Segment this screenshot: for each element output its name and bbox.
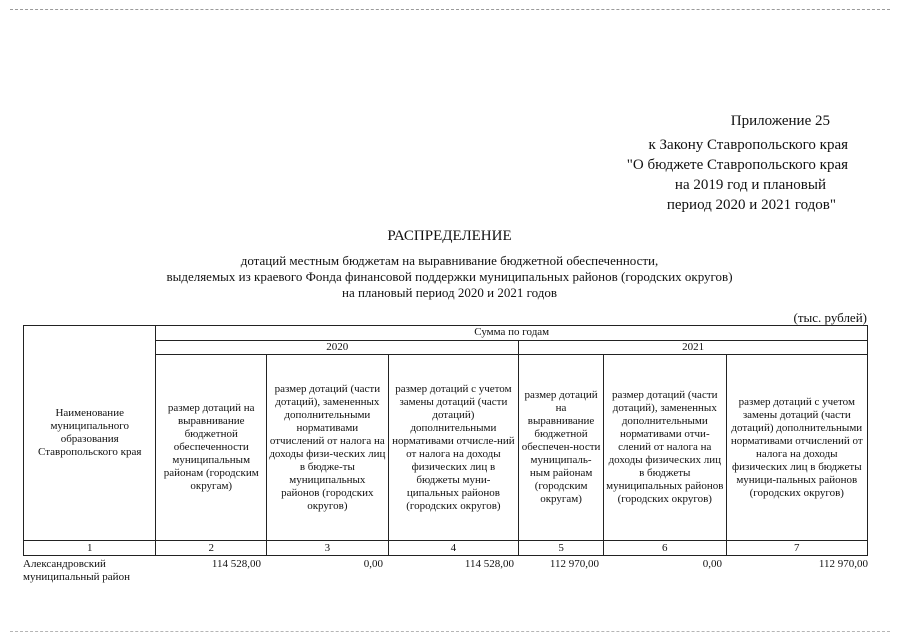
distribution-table [23,325,868,556]
column-number: 1 [24,541,156,556]
column-number: 5 [519,541,604,556]
row-value-col-7: 112 970,00 [818,558,868,570]
header-col-3: размер дотаций (части дотаций), замененных дополнительными нормативами отчислений от налога на доходы физи-ческих лиц в бюдже-ты муниципальных районов (городских округов) [267,355,389,541]
subtitle-line: выделяемых из краевого Фонда финансовой поддержки муниципальных районов (городских округов) [166,269,733,284]
header-col-4: размер дотаций с учетом замены дотаций (части дотаций) дополнительными нормативами отчисле-ний от налога на доходы физических лиц в бюджеты муни-ципальных районов (городских округов) [388,355,519,541]
annex-line: на 2019 год и плановый [674,177,826,193]
column-number: 2 [156,541,267,556]
scan-top-edge [10,9,890,10]
annex-line: "О бюджете Ставропольского края [626,157,848,173]
header-year-2021: 2021 [519,340,868,355]
row-value-col-2: 114 528,00 [211,558,261,570]
row-value-col-6: 0,00 [702,558,722,570]
document-subtitle [0,253,899,301]
header-col-7: размер дотаций с учетом замены дотаций (части дотаций) дополнительными нормативами отчислений от налога на доходы физических лиц в бюджеты муници-пальных районов (городских округов) [726,355,867,541]
header-municipality: Наименование муниципального образования Ставропольского края [24,326,156,541]
annex-title: Приложение 25 [730,113,830,129]
column-number: 6 [603,541,726,556]
annex-reference [560,135,860,215]
header-year-2020: 2020 [156,340,519,355]
annex-line: период 2020 и 2021 годов" [666,197,836,213]
column-number: 4 [388,541,519,556]
scan-bottom-edge [10,631,890,632]
units-label: (тыс. рублей) [793,310,867,325]
header-col-2: размер дотаций на выравнивание бюджетной обеспеченности муниципальным районам (городским округам) [156,355,267,541]
row-value-col-3: 0,00 [363,558,383,570]
document-title: РАСПРЕДЕЛЕНИЕ [387,228,512,244]
row-value-col-4: 114 528,00 [464,558,514,570]
column-number: 7 [726,541,867,556]
subtitle-line: на плановый период 2020 и 2021 годов [342,285,557,300]
row-value-col-5: 112 970,00 [549,558,599,570]
row-municipality-name: Александровский муниципальный район [23,558,130,583]
header-col-5: размер дотаций на выравнивание бюджетной обеспечен-ности муниципаль-ным районам (городским округам) [519,355,604,541]
header-col-6: размер дотаций (части дотаций), замененных дополнительными нормативами отчи-слений от налога на доходы физических лиц в бюджеты муниципальных районов (городских округов) [603,355,726,541]
subtitle-line: дотаций местным бюджетам на выравнивание бюджетной обеспеченности, [240,253,659,268]
annex-line: к Закону Ставропольского края [648,137,848,153]
header-sum-by-years: Сумма по годам [156,326,868,341]
column-number: 3 [267,541,389,556]
